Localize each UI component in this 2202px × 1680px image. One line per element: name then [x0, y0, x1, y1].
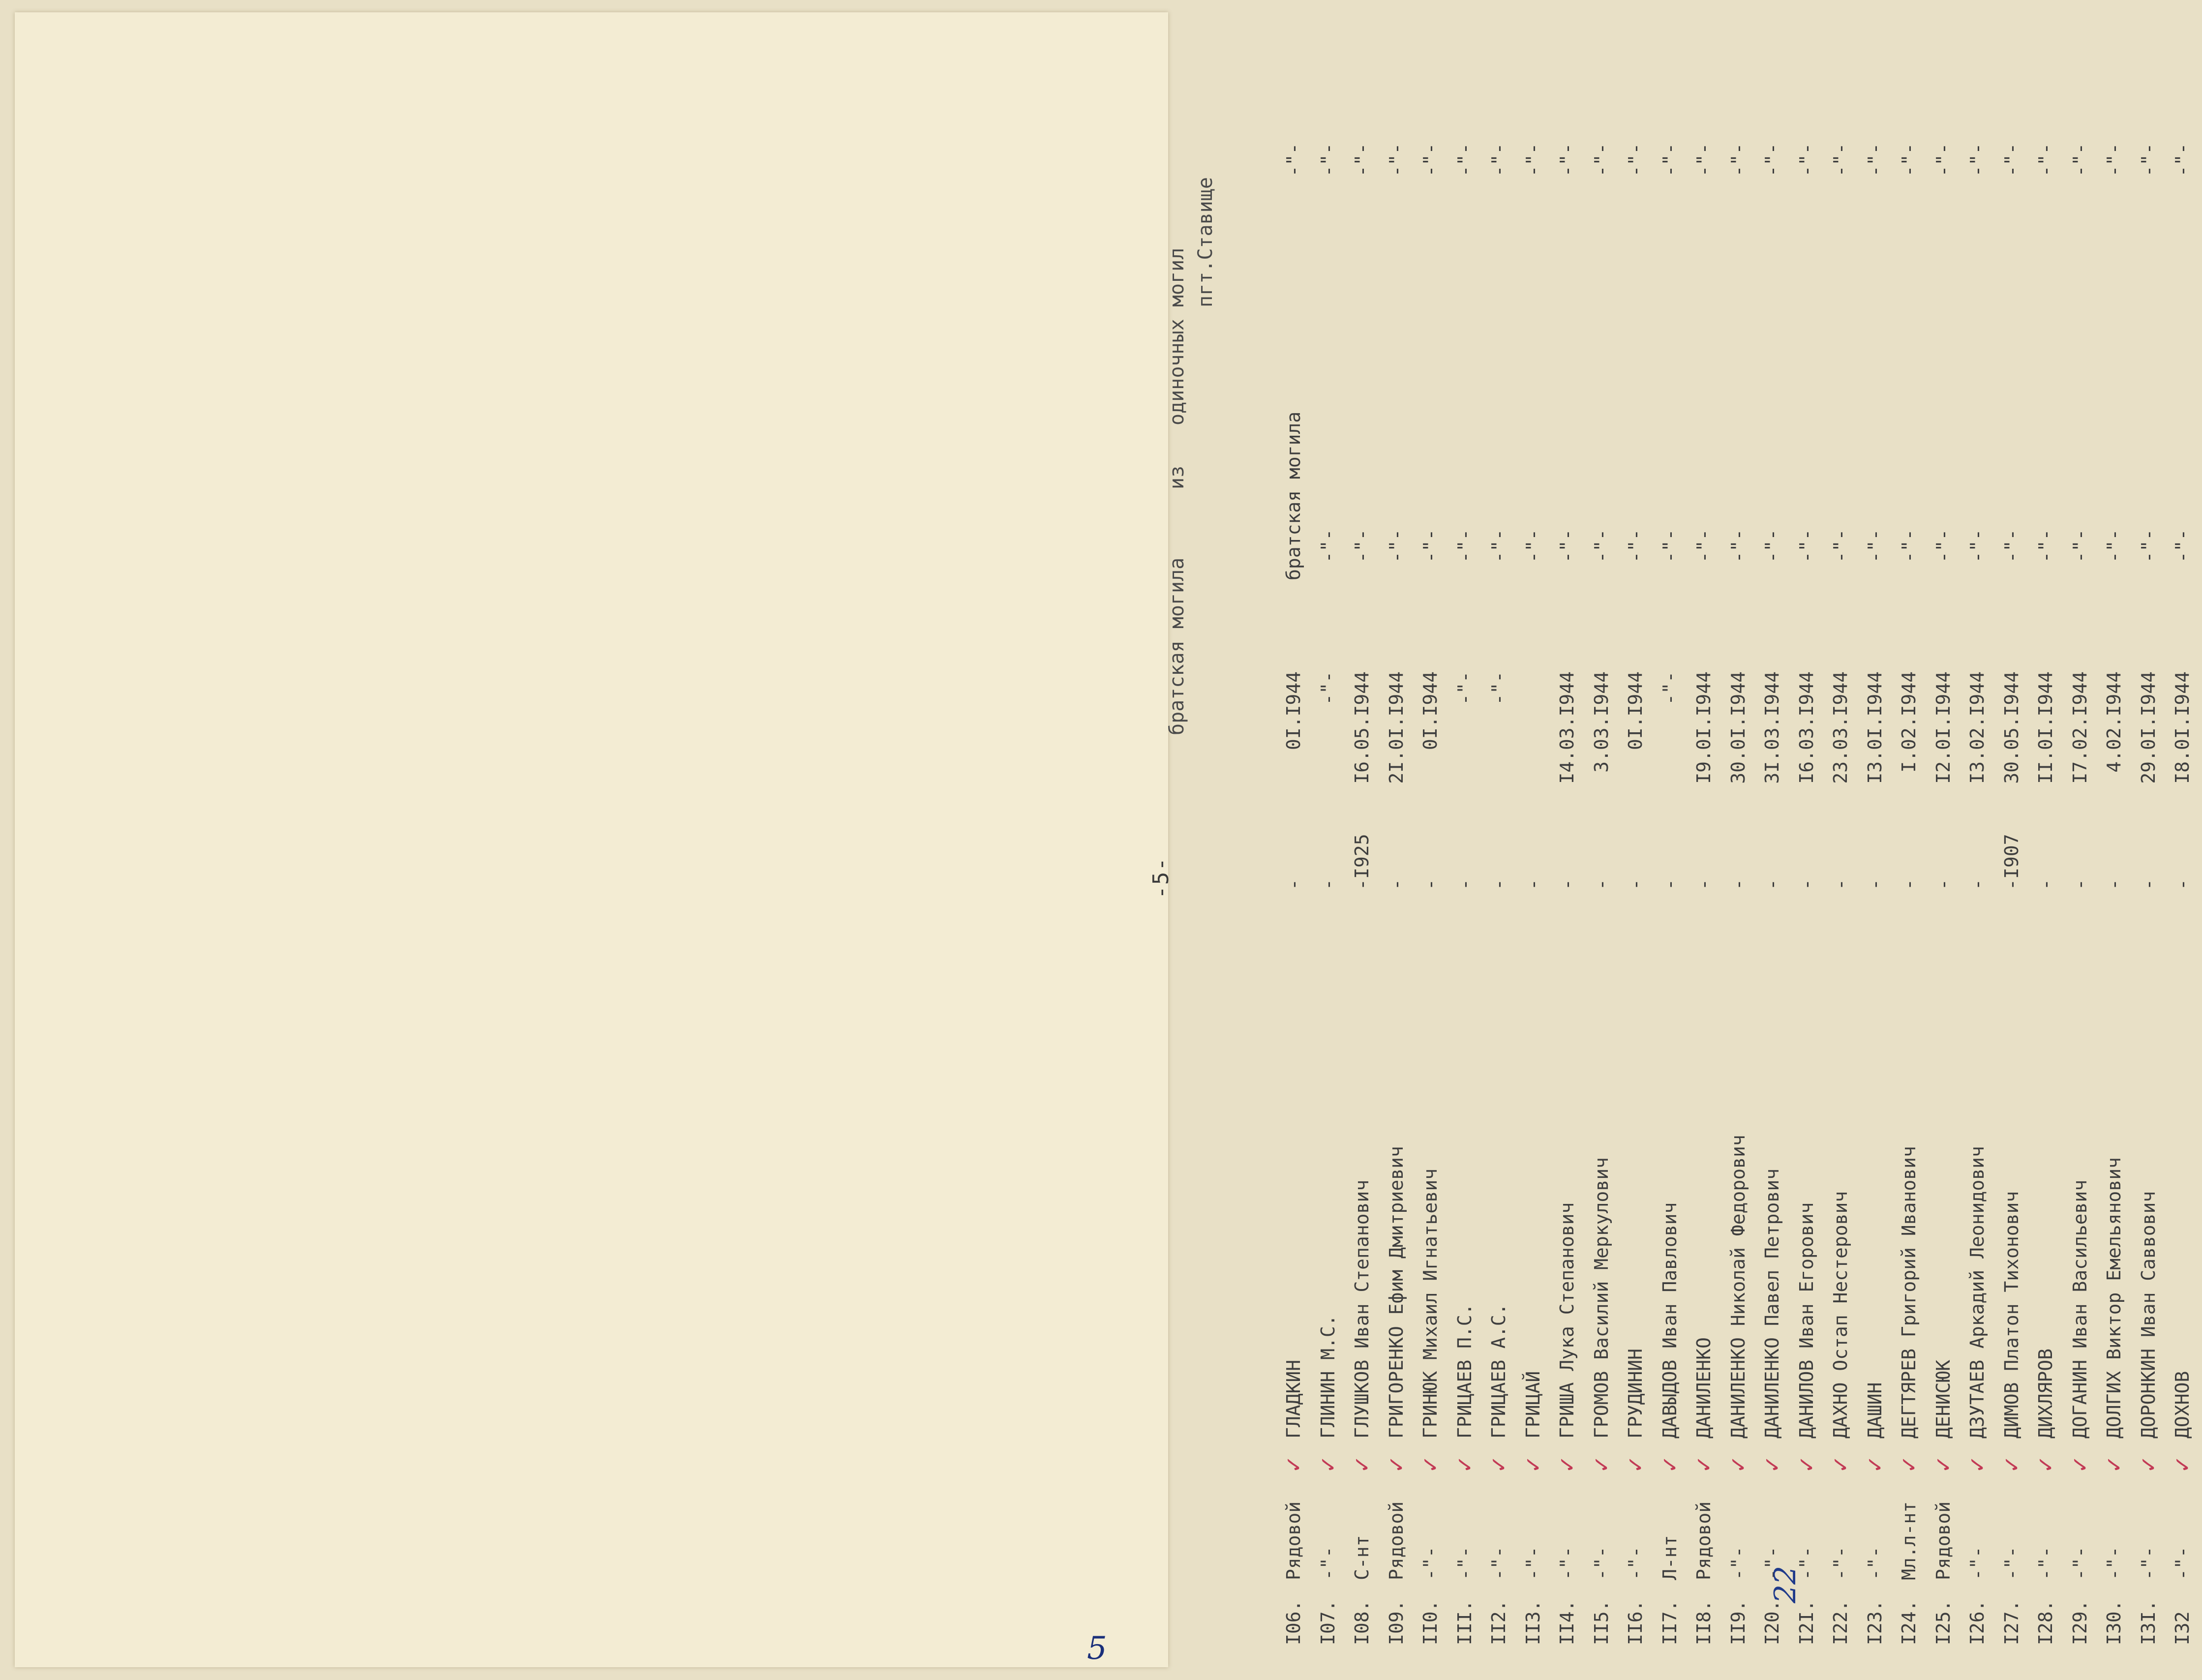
check-mark: ✓: [1757, 1457, 1786, 1472]
list-row: [1826, 71, 1860, 1645]
row-date: II.0I.I944: [2035, 671, 2056, 784]
row-number: II4.: [1556, 1600, 1578, 1645]
row-rank: -"-: [1864, 1546, 1886, 1580]
header-from: из: [1166, 465, 1188, 489]
row-grave: -"-: [1317, 529, 1339, 563]
check-mark: ✓: [1621, 1457, 1649, 1472]
row-name: ДАШИН: [1864, 1382, 1886, 1439]
row-rank: Мл.л-нт: [1898, 1501, 1920, 1580]
row-grave: -"-: [1385, 529, 1407, 563]
row-single: -"-: [1761, 143, 1783, 177]
row-single: -"-: [2069, 143, 2091, 177]
row-date: 4.02.I944: [2103, 671, 2125, 773]
row-single: -"-: [1283, 143, 1304, 177]
row-name: ДАХНО Остап Нестерович: [1830, 1191, 1851, 1439]
row-single: -"-: [2137, 143, 2159, 177]
row-number: II3.: [1522, 1600, 1544, 1645]
row-name: ГРУДИНИН: [1625, 1348, 1646, 1439]
check-mark: ✓: [1962, 1457, 1991, 1472]
check-mark: ✓: [2099, 1457, 2128, 1472]
burial-list: [1279, 71, 2202, 1645]
row-dash: -: [2137, 879, 2159, 890]
row-single: -"-: [1522, 143, 1544, 177]
row-number: I22.: [1830, 1600, 1851, 1645]
row-dash: -: [2103, 879, 2125, 890]
row-number: I25.: [1932, 1600, 1954, 1645]
row-date: 2I.0I.I944: [1385, 671, 1407, 784]
row-name: ДИМОВ Платон Тихонович: [2000, 1191, 2022, 1439]
list-row: [1894, 71, 1929, 1645]
row-rank: -"-: [2172, 1546, 2193, 1580]
row-dash: -: [2000, 879, 2022, 890]
row-rank: -"-: [2137, 1546, 2159, 1580]
row-single: -"-: [2000, 143, 2022, 177]
list-row: [1518, 71, 1553, 1645]
row-single: -"-: [1590, 143, 1612, 177]
row-grave: -"-: [1419, 529, 1441, 563]
list-row: [1792, 71, 1826, 1645]
row-name: ДОГАНИН Иван Васильевич: [2069, 1179, 2091, 1439]
row-date: -"-: [1453, 671, 1476, 705]
check-mark: ✓: [2168, 1457, 2196, 1472]
row-name: ДАНИЛЕНКО: [1693, 1337, 1715, 1439]
row-rank: Рядовой: [1932, 1501, 1954, 1580]
row-grave: -"-: [1693, 529, 1715, 563]
row-number: III.: [1453, 1600, 1476, 1645]
row-date: 0I.I944: [1419, 671, 1441, 750]
row-rank: -"-: [1727, 1546, 1749, 1580]
row-single: -"-: [1795, 143, 1817, 177]
row-dash: -: [1556, 879, 1578, 890]
row-rank: -"-: [1419, 1546, 1441, 1580]
row-rank: -"-: [2000, 1546, 2022, 1580]
list-row: [1962, 71, 1997, 1645]
row-number: I30.: [2103, 1600, 2125, 1645]
row-number: II8.: [1693, 1600, 1715, 1645]
row-single: -"-: [1556, 143, 1578, 177]
row-number: I27.: [2000, 1600, 2022, 1645]
row-grave: -"-: [1488, 529, 1509, 563]
list-row: [1757, 71, 1792, 1645]
row-number: II5.: [1590, 1600, 1612, 1645]
row-number: I07.: [1317, 1600, 1339, 1645]
list-row: [1552, 71, 1587, 1645]
row-number: I06.: [1283, 1600, 1304, 1645]
row-grave: -"-: [1625, 529, 1646, 563]
row-date: 29.0I.I944: [2137, 671, 2159, 784]
row-grave: -"-: [1795, 529, 1817, 563]
row-rank: Рядовой: [1283, 1501, 1304, 1580]
row-rank: Рядовой: [1385, 1501, 1407, 1580]
row-rank: -"-: [1625, 1546, 1646, 1580]
row-name: ДЕНИСЮК: [1932, 1359, 1954, 1439]
row-date: I3.0I.I944: [1864, 671, 1886, 784]
row-rank: -"-: [1830, 1546, 1851, 1580]
row-name: ГЛУШКОВ Иван Степанович: [1351, 1179, 1373, 1439]
row-name: ГРИЦАЕВ А.С.: [1488, 1303, 1509, 1439]
row-rank: -"-: [1522, 1546, 1544, 1580]
check-mark: ✓: [1791, 1457, 1820, 1472]
row-rank: -"-: [1966, 1546, 1988, 1580]
row-dash: -: [1864, 879, 1886, 890]
handwritten-annotation: 22: [1768, 1565, 1803, 1603]
check-mark: ✓: [1894, 1457, 1923, 1472]
row-grave: -"-: [1727, 529, 1749, 563]
row-dash: -: [2172, 879, 2193, 890]
row-grave: братская могила: [1283, 411, 1304, 580]
row-number: I20.: [1761, 1600, 1783, 1645]
row-year: I925: [1351, 834, 1373, 879]
row-grave: -"-: [2069, 529, 2091, 563]
list-row: [1929, 71, 1963, 1645]
list-row: [1655, 71, 1689, 1645]
list-row: [1347, 71, 1382, 1645]
check-mark: ✓: [1586, 1457, 1615, 1472]
row-date: -"-: [1659, 671, 1681, 705]
row-single: -"-: [1727, 143, 1749, 177]
row-name: ДАНИЛЕНКО Павел Петрович: [1761, 1168, 1783, 1439]
row-name: ГРИЦАЙ: [1522, 1371, 1544, 1439]
row-name: ГРИША Лука Степанович: [1556, 1202, 1578, 1439]
row-grave: -"-: [2000, 529, 2022, 563]
check-mark: ✓: [1723, 1457, 1752, 1472]
list-row: [2134, 71, 2168, 1645]
row-dash: -: [1419, 879, 1441, 890]
row-name: ДАВЫДОВ Иван Павлович: [1659, 1202, 1681, 1439]
row-single: -"-: [1898, 143, 1920, 177]
check-mark: ✓: [2133, 1457, 2162, 1472]
page-number-label: -5-: [1148, 857, 1174, 899]
rotated-content: [1119, 71, 2201, 1645]
check-mark: ✓: [2065, 1457, 2094, 1472]
row-name: ГРИГОРЕНКО Ефим Дмитриевич: [1385, 1146, 1407, 1439]
row-single: -"-: [1317, 143, 1339, 177]
row-date: 0I.I944: [1283, 671, 1304, 750]
list-row: [1689, 71, 1723, 1645]
list-row: [1621, 71, 1655, 1645]
row-dash: -: [1966, 879, 1988, 890]
row-rank: -"-: [1488, 1546, 1509, 1580]
handwritten-page-index: 5: [1087, 1630, 1107, 1667]
check-mark: ✓: [1518, 1457, 1547, 1472]
row-grave: -"-: [1761, 529, 1783, 563]
row-single: -"-: [1488, 143, 1509, 177]
row-dash: -: [1727, 879, 1749, 890]
row-date: 3.03.I944: [1590, 671, 1612, 773]
row-rank: -"-: [2035, 1546, 2056, 1580]
row-single: -"-: [2035, 143, 2056, 177]
row-dash: -: [1453, 879, 1476, 890]
row-rank: -"-: [1556, 1546, 1578, 1580]
row-name: ДАНИЛЕНКО Николай Федорович: [1727, 1135, 1749, 1439]
list-row: [2065, 71, 2100, 1645]
list-row: [1484, 71, 1518, 1645]
row-date: -"-: [1317, 671, 1339, 705]
row-single: -"-: [2103, 143, 2125, 177]
row-grave: -"-: [1590, 529, 1612, 563]
row-number: I3I.: [2137, 1600, 2159, 1645]
row-number: II6.: [1625, 1600, 1646, 1645]
row-number: I2I.: [1795, 1600, 1817, 1645]
row-dash: -: [1351, 879, 1373, 890]
row-dash: -: [1830, 879, 1851, 890]
list-row: [1997, 71, 2031, 1645]
row-grave: -"-: [1932, 529, 1954, 563]
check-mark: ✓: [1416, 1457, 1444, 1472]
row-name: ДОХНОВ: [2172, 1371, 2193, 1439]
row-single: -"-: [2172, 143, 2193, 177]
row-single: -"-: [1932, 143, 1954, 177]
row-grave: -"-: [1453, 529, 1476, 563]
row-date: I2.0I.I944: [1932, 671, 1954, 784]
list-row: [2168, 71, 2202, 1645]
row-dash: -: [1932, 879, 1954, 890]
row-dash: -: [1625, 879, 1646, 890]
check-mark: ✓: [1655, 1457, 1684, 1472]
check-mark: ✓: [1449, 1457, 1478, 1472]
check-mark: ✓: [1689, 1457, 1718, 1472]
list-row: [2099, 71, 2134, 1645]
list-row: [1313, 71, 1348, 1645]
row-grave: -"-: [1522, 529, 1544, 563]
row-rank: -"-: [1590, 1546, 1612, 1580]
row-rank: -"-: [1317, 1546, 1339, 1580]
row-dash: -: [1522, 879, 1544, 890]
check-mark: ✓: [1996, 1457, 2025, 1472]
row-date: I6.03.I944: [1795, 671, 1817, 784]
check-mark: ✓: [1826, 1457, 1854, 1472]
row-grave: -"-: [1830, 529, 1851, 563]
row-dash: -: [1385, 879, 1407, 890]
row-date: I6.05.I944: [1351, 671, 1373, 784]
row-dash: -: [2035, 879, 2056, 890]
row-number: II2.: [1488, 1600, 1509, 1645]
list-row: [2031, 71, 2065, 1645]
row-name: ДОРОНКИН Иван Саввович: [2137, 1191, 2159, 1439]
row-rank: -"-: [1795, 1546, 1817, 1580]
row-single: -"-: [1453, 143, 1476, 177]
list-row: [1279, 71, 1313, 1645]
check-mark: ✓: [1279, 1457, 1307, 1472]
list-row: [1860, 71, 1895, 1645]
check-mark: ✓: [1313, 1457, 1342, 1472]
row-rank: -"-: [1453, 1546, 1476, 1580]
header-place: пгт.Ставище: [1194, 177, 1217, 307]
row-name: ДЗУТАЕВ Аркадий Леонидович: [1966, 1146, 1988, 1439]
row-year: I907: [2000, 834, 2022, 879]
list-row: [1450, 71, 1484, 1645]
row-rank: Рядовой: [1693, 1501, 1715, 1580]
row-single: -"-: [1693, 143, 1715, 177]
row-grave: -"-: [1659, 529, 1681, 563]
row-date: 30.05.I944: [2000, 671, 2022, 784]
row-number: I29.: [2069, 1600, 2091, 1645]
row-grave: -"-: [2137, 529, 2159, 563]
row-name: ГЛАДКИН: [1283, 1359, 1304, 1439]
check-mark: ✓: [1552, 1457, 1581, 1472]
list-row: [1416, 71, 1450, 1645]
row-date: I3.02.I944: [1966, 671, 1988, 784]
row-grave: -"-: [2103, 529, 2125, 563]
row-grave: -"-: [2172, 529, 2193, 563]
row-date: I8.0I.I944: [2172, 671, 2193, 784]
document-sheet: [15, 12, 2196, 1667]
check-mark: ✓: [1928, 1457, 1957, 1472]
row-date: -"-: [1488, 671, 1509, 705]
row-single: -"-: [1659, 143, 1681, 177]
row-dash: -: [1898, 879, 1920, 890]
row-date: 30.0I.I944: [1727, 671, 1749, 784]
row-name: ГРОМОВ Василий Меркулович: [1590, 1157, 1612, 1439]
row-grave: -"-: [1898, 529, 1920, 563]
row-number: I26.: [1966, 1600, 1988, 1645]
list-row: [1382, 71, 1416, 1645]
row-single: -"-: [1419, 143, 1441, 177]
row-grave: -"-: [2035, 529, 2056, 563]
row-number: I09.: [1385, 1600, 1407, 1645]
row-single: -"-: [1625, 143, 1646, 177]
row-dash: -: [2069, 879, 2091, 890]
row-date: I4.03.I944: [1556, 671, 1578, 784]
row-single: -"-: [1351, 143, 1373, 177]
row-single: -"-: [1966, 143, 1988, 177]
list-row: [1587, 71, 1621, 1645]
row-date: I9.0I.I944: [1693, 671, 1715, 784]
row-number: I32: [2172, 1611, 2193, 1645]
row-dash: -: [1761, 879, 1783, 890]
check-mark: ✓: [1860, 1457, 1889, 1472]
row-date: I7.02.I944: [2069, 671, 2091, 784]
row-number: II0.: [1419, 1600, 1441, 1645]
row-number: I24.: [1898, 1600, 1920, 1645]
check-mark: ✓: [1347, 1457, 1376, 1472]
row-name: ДОЛГИХ Виктор Емельянович: [2103, 1157, 2125, 1439]
row-rank: С-нт: [1351, 1535, 1373, 1580]
row-rank: -"-: [2103, 1546, 2125, 1580]
row-single: -"-: [1385, 143, 1407, 177]
row-dash: -: [1283, 879, 1304, 890]
row-name: ГЛИНИН М.С.: [1317, 1315, 1339, 1439]
row-grave: -"-: [1351, 529, 1373, 563]
row-dash: -: [1317, 879, 1339, 890]
row-rank: -"-: [1761, 1546, 1783, 1580]
row-grave: -"-: [1864, 529, 1886, 563]
row-single: -"-: [1864, 143, 1886, 177]
row-name: ДЕГТЯРЕВ Григорий Иванович: [1898, 1146, 1920, 1439]
list-row: [1723, 71, 1758, 1645]
row-name: ГРИЦАЕВ П.С.: [1453, 1303, 1476, 1439]
check-mark: ✓: [1484, 1457, 1512, 1472]
row-rank: -"-: [2069, 1546, 2091, 1580]
row-grave: -"-: [1556, 529, 1578, 563]
row-date: I.02.I944: [1898, 671, 1920, 773]
row-name: ГРИНЮК Михаил Игнатьевич: [1419, 1168, 1441, 1439]
row-grave: -"-: [1966, 529, 1988, 563]
row-dash: -: [1659, 879, 1681, 890]
check-mark: ✓: [1381, 1457, 1410, 1472]
header-single: одиночных могил: [1166, 247, 1188, 425]
row-date: 0I.I944: [1625, 671, 1646, 750]
row-date: 3I.03.I944: [1761, 671, 1783, 784]
row-number: I23.: [1864, 1600, 1886, 1645]
check-mark: ✓: [2031, 1457, 2059, 1472]
row-number: I08.: [1351, 1600, 1373, 1645]
row-name: ДАНИЛОВ Иван Егорович: [1795, 1202, 1817, 1439]
row-dash: -: [1693, 879, 1715, 890]
row-dash: -: [1488, 879, 1509, 890]
row-name: ДИХЛЯРОВ: [2035, 1348, 2056, 1439]
row-number: II9.: [1727, 1600, 1749, 1645]
row-dash: -: [1795, 879, 1817, 890]
row-rank: Л-нт: [1659, 1535, 1681, 1580]
row-single: -"-: [1830, 143, 1851, 177]
row-number: I28.: [2035, 1600, 2056, 1645]
row-date: 23.03.I944: [1830, 671, 1851, 784]
row-dash: -: [1590, 879, 1612, 890]
header-grave: братская могила: [1166, 557, 1188, 735]
row-number: II7.: [1659, 1600, 1681, 1645]
